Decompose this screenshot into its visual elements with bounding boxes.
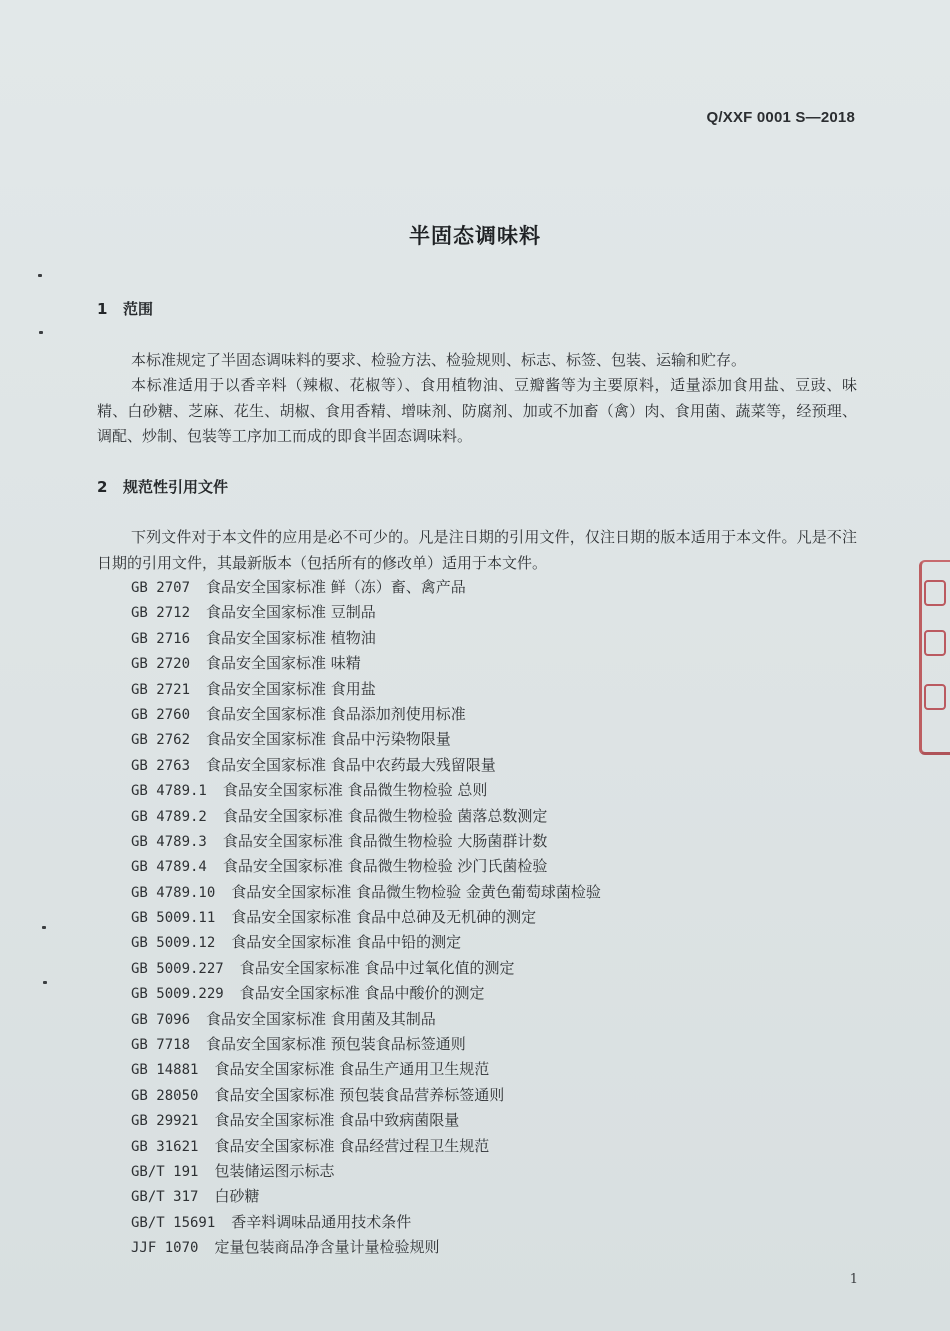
reference-code: GB 2707 [131,580,191,596]
reference-title: 食品安全国家标准 食品微生物检验 菌落总数测定 [222,806,548,825]
reference-code: GB 2720 [131,656,191,673]
references-intro-paragraph: 下列文件对于本文件的应用是必不可少的。凡是注日期的引用文件，仅注日期的版本适用于本文件。凡是不注日期的引用文件，其最新版本（包括所有的修改单）适用于本文件。 [97,528,857,572]
reference-item [131,905,601,930]
reference-item [131,600,601,625]
reference-title: 食品安全国家标准 食品中致病菌限量 [214,1111,460,1130]
reference-item [131,677,601,702]
reference-code: GB 2712 [131,605,191,622]
reference-title: 食品安全国家标准 植物油 [206,628,376,647]
reference-code: GB 4789.1 [131,783,207,800]
reference-title: 食品安全国家标准 食品中污染物限量 [206,730,451,749]
reference-item [131,651,601,676]
reference-code: GB 5009.227 [131,960,224,977]
reference-code: GB 4789.2 [131,808,207,825]
reference-item [131,930,601,955]
reference-code: GB 4789.4 [131,859,207,876]
seal-glyph-mark [924,630,946,656]
reference-code: GB 5009.11 [131,910,216,927]
reference-item [131,1210,601,1235]
reference-title: 食品安全国家标准 鲜（冻）畜、禽产品 [206,578,466,596]
reference-code: GB/T 317 [131,1189,199,1206]
reference-list [131,575,601,1261]
reference-item [131,804,601,829]
reference-title: 食品安全国家标准 食品中农药最大残留限量 [206,755,496,774]
reference-item [131,880,601,905]
reference-item [131,1083,601,1108]
reference-item [131,1184,601,1209]
scan-speck [43,981,47,984]
reference-item [131,956,601,981]
reference-item [131,626,601,651]
reference-title: 食品安全国家标准 食品中过氧化值的测定 [239,958,515,977]
reference-item [131,727,601,752]
reference-title: 食品安全国家标准 豆制品 [206,603,376,622]
reference-title: 食品安全国家标准 食用盐 [206,679,376,698]
reference-code: GB 31621 [131,1138,199,1155]
reference-item [131,575,601,600]
reference-title: 食品安全国家标准 食品经营过程卫生规范 [214,1136,490,1155]
reference-item [131,981,601,1006]
reference-code: GB 7096 [131,1011,191,1028]
section-number: 1 [97,300,108,318]
reference-item [131,1159,601,1184]
reference-item [131,854,601,879]
standard-code: Q/XXF 0001 S—2018 [706,109,855,126]
reference-item [131,1108,601,1133]
reference-item [131,1057,601,1082]
reference-title: 食品安全国家标准 食品中总砷及无机砷的测定 [231,908,537,927]
section-heading-scope [97,298,153,319]
section-heading-normative-references [97,476,228,497]
reference-title: 食品安全国家标准 食品微生物检验 金黄色葡萄球菌检验 [231,882,601,901]
reference-title: 食品安全国家标准 食品微生物检验 大肠菌群计数 [222,831,548,850]
section-title: 范围 [123,300,154,318]
reference-item [131,829,601,854]
reference-title: 食品安全国家标准 食品中酸价的测定 [239,984,485,1003]
page-number: 1 [849,1272,858,1287]
reference-code: GB 7718 [131,1037,191,1054]
section-number: 2 [97,478,108,496]
reference-title: 食品安全国家标准 食用菌及其制品 [206,1009,436,1028]
reference-title: 食品安全国家标准 预包装食品营养标签通则 [214,1085,505,1104]
reference-title: 食品安全国家标准 食品微生物检验 沙门氏菌检验 [222,857,548,876]
reference-title: 食品安全国家标准 味精 [206,654,361,673]
reference-item [131,1032,601,1057]
reference-item [131,1007,601,1032]
reference-title: 定量包装商品净含量计量检验规则 [214,1238,440,1257]
reference-code: GB 2716 [131,630,191,647]
reference-code: GB 14881 [131,1062,199,1079]
reference-code: GB 4789.3 [131,833,207,850]
reference-item [131,753,601,778]
reference-title: 食品安全国家标准 预包装食品标签通则 [206,1035,466,1054]
reference-title: 白砂糖 [214,1187,260,1206]
section-title: 规范性引用文件 [123,478,229,496]
reference-title: 食品安全国家标准 食品生产通用卫生规范 [214,1060,490,1079]
reference-item [131,1134,601,1159]
reference-item [131,778,601,803]
scan-speck [39,331,43,334]
reference-code: GB 5009.12 [131,935,216,952]
reference-code: GB 2762 [131,732,191,749]
reference-title: 食品安全国家标准 食品中铅的测定 [231,933,462,952]
reference-item [131,702,601,727]
scope-paragraph-1: 本标准规定了半固态调味料的要求、检验方法、检验规则、标志、标签、包装、运输和贮存。 [131,351,747,369]
seal-glyph-mark [924,580,946,606]
seal-stamp-fragment [919,560,950,755]
reference-code: GB 2763 [131,757,191,774]
seal-glyph-mark [924,684,946,710]
reference-item [131,1235,601,1260]
reference-code: JJF 1070 [131,1240,199,1257]
reference-code: GB 5009.229 [131,986,224,1003]
reference-code: GB 2760 [131,706,191,723]
reference-code: GB 29921 [131,1113,199,1130]
scan-speck [38,274,42,277]
document-title: 半固态调味料 [409,224,541,248]
reference-code: GB 2721 [131,681,191,698]
reference-title: 食品安全国家标准 食品微生物检验 总则 [222,781,488,800]
reference-title: 食品安全国家标准 食品添加剂使用标准 [206,704,466,723]
reference-code: GB 4789.10 [131,884,216,901]
reference-code: GB/T 15691 [131,1214,216,1231]
scan-speck [42,926,46,929]
reference-title: 包装储运图示标志 [214,1161,335,1180]
reference-code: GB 28050 [131,1087,199,1104]
scope-paragraph-2: 本标准适用于以香辛料（辣椒、花椒等）、食用植物油、豆瓣酱等为主要原料，适量添加食用盐、豆豉、味精、白砂糖、芝麻、花生、胡椒、食用香精、增味剂、防腐剂、加或不加畜（禽）肉、食用菌、蔬菜等，经预理、调配、炒制、包装等工序加工而成的即食半固态调味料。 [97,376,857,445]
reference-title: 香辛料调味品通用技术条件 [231,1212,412,1231]
reference-code: GB/T 191 [131,1163,199,1180]
